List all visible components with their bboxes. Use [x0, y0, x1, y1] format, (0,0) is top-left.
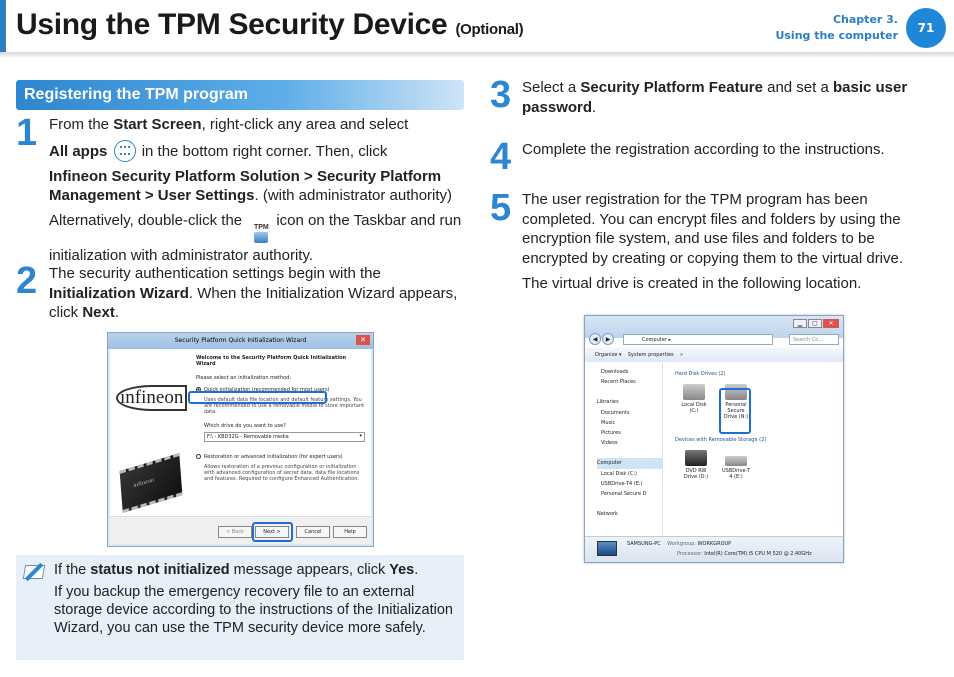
computer-icon [597, 541, 617, 556]
nav-recent-places[interactable]: Recent Places [601, 379, 636, 386]
page-title-suffix: (Optional) [455, 21, 524, 38]
step-4-number: 4 [490, 136, 512, 178]
all-apps-icon [114, 140, 136, 162]
nav-personal-secure-drive[interactable]: Personal Secure D [601, 491, 647, 498]
local-disk-c[interactable]: Local Disk (C:) [679, 384, 709, 414]
chapter-title: Using the computer [775, 29, 898, 42]
explorer-screenshot [584, 315, 844, 563]
step-2-text: The security authentication settings begin with the Initialization Wizard. When the Initialization Wizard appears, click Next. [49, 265, 458, 321]
drive-question: Which drive do you want to use? [204, 423, 286, 429]
explorer-nav-pane [587, 363, 663, 536]
search-input[interactable]: Search Co... [789, 334, 839, 345]
next-button[interactable]: Next > [255, 526, 289, 538]
cancel-button[interactable]: Cancel [296, 526, 330, 538]
step-4-text: Complete the registration according to the instructions. [522, 141, 885, 158]
minimize-icon: ▁ [793, 319, 807, 328]
wizard-titlebar: Security Platform Quick Initialization Wizard [108, 333, 373, 349]
dvd-drive-icon [685, 450, 707, 466]
nav-computer[interactable]: Computer [597, 458, 662, 468]
nav-videos[interactable]: Videos [601, 440, 618, 447]
note-pencil-icon [24, 561, 50, 581]
page-title-text: Using the TPM Security Device [16, 8, 448, 41]
chapter-number: Chapter 3. [832, 13, 898, 26]
maximize-icon: ▢ [808, 319, 822, 328]
next-button-highlight [252, 522, 293, 542]
secure-drive-highlight [719, 388, 751, 434]
chapter-label [775, 12, 898, 44]
removable-group-header: Devices with Removable Storage (2) [675, 437, 767, 443]
quick-init-radio[interactable]: Quick initialization (recommended for most users) [196, 387, 365, 393]
nav-network[interactable]: Network [597, 511, 618, 518]
section-header: Registering the TPM program [16, 80, 464, 110]
note-text: If the status not initialized message appears, click Yes. If you backup the emergency recovery file to an external storage device according to the instructions of the Initialization Wizard, you can use the TPM security device more safely. [54, 562, 453, 636]
header-divider [0, 52, 954, 57]
step-1-number: 1 [16, 112, 38, 154]
address-bar[interactable]: Computer ▸ [623, 334, 773, 345]
back-button[interactable]: < Back [218, 526, 252, 538]
workgroup-value: WORKGROUP [697, 541, 732, 547]
step-1-text: From the Start Screen, right-click any area and select All apps in the bottom right corner. Then, click Infineon Security Platform Solution > Security Platform Management > User Settings. (with administrator authority) Alternatively, double-click the TPM icon on the Taskbar and run initialization with administrator authority. [49, 116, 462, 264]
nav-libraries[interactable]: Libraries [597, 399, 619, 406]
personal-secure-drive[interactable]: Personal Secure Drive (N:) [721, 384, 751, 420]
step-3-text: Select a Security Platform Feature and set a basic user password. [522, 79, 908, 116]
usb-drive-e[interactable]: USBDrive-T 4 (E:) [721, 450, 751, 480]
processor-value: Intel(R) Core(TM) i5 CPU M 520 @ 2.40GHz [704, 551, 812, 557]
computer-name: SAMSUNG-PC [627, 541, 661, 547]
step-2-number: 2 [16, 260, 38, 302]
wizard-footer [110, 516, 371, 544]
hard-disk-icon [683, 384, 705, 400]
note-box [16, 555, 464, 660]
nav-documents[interactable]: Documents [601, 409, 630, 416]
forward-arrow-icon[interactable]: ▶ [602, 333, 614, 345]
page-number-badge: 71 [906, 8, 946, 48]
close-icon: ✕ [823, 319, 839, 328]
tpm-taskbar-icon: TPM [250, 224, 272, 246]
page-title [16, 8, 523, 42]
step-5-text: The user registration for the TPM program has been completed. You can encrypt files and folders by using the encryption file system, and use files and folders to be encrypted by creating or copying them to the virtual drive. The virtual drive is created in the following location. [522, 191, 904, 292]
hdd-group-header: Hard Disk Drives (2) [675, 371, 726, 377]
advanced-init-desc: Allows restoration of a previous configuration or initialization with advanced configuration of secret data, data file locations and features. Required to configure Enhanced Authentication. [204, 464, 360, 482]
radio-unselected-icon [196, 454, 201, 459]
nav-music[interactable]: Music [601, 419, 616, 426]
wizard-close-icon: ✕ [356, 335, 370, 345]
organize-menu[interactable]: Organize [595, 352, 618, 358]
tpm-chip-image: infineon [120, 453, 183, 513]
wizard-left-panel [110, 349, 192, 516]
quick-init-desc: Uses default data file location and default feature settings. You are recommended to use a removable media to store important data. [204, 397, 365, 415]
step-3-number: 3 [490, 74, 512, 116]
infineon-logo: infineon [116, 385, 187, 411]
advanced-init-radio[interactable]: Restoration or advanced initialization (for expert users) [196, 454, 365, 460]
more-toolbar-button[interactable]: » [679, 352, 684, 358]
dvd-rw-drive[interactable]: DVD RW Drive (D:) [681, 450, 711, 480]
nav-usb-drive[interactable]: USBDrive-T4 (E:) [601, 480, 643, 487]
system-properties-button[interactable]: System properties [627, 352, 674, 358]
explorer-address-row [589, 333, 839, 346]
step-5-number: 5 [490, 187, 512, 229]
usb-drive-icon [725, 456, 747, 466]
initialization-wizard-screenshot [107, 332, 374, 547]
wizard-heading: Welcome to the Security Platform Quick Initialization Wizard [196, 355, 347, 367]
nav-local-disk[interactable]: Local Disk (C:) [601, 470, 637, 477]
nav-pictures[interactable]: Pictures [601, 430, 621, 437]
explorer-toolbar: Organize ▾ System properties » [585, 348, 843, 362]
wizard-prompt: Please select an initialization method: [196, 375, 292, 381]
chevron-down-icon: ▾ [359, 433, 362, 439]
drive-select[interactable]: F:\ - KBD32G - Removable media ▾ [204, 432, 365, 442]
quick-init-highlight [188, 391, 327, 404]
explorer-details-pane: SAMSUNG-PC Workgroup: WORKGROUP Processor: Intel(R) Core(TM) i5 CPU M 520 @ 2.40GHz [585, 536, 843, 562]
help-button[interactable]: Help [333, 526, 367, 538]
back-arrow-icon[interactable]: ◀ [589, 333, 601, 345]
header-accent-bar [0, 0, 6, 52]
nav-downloads[interactable]: Downloads [601, 369, 629, 375]
